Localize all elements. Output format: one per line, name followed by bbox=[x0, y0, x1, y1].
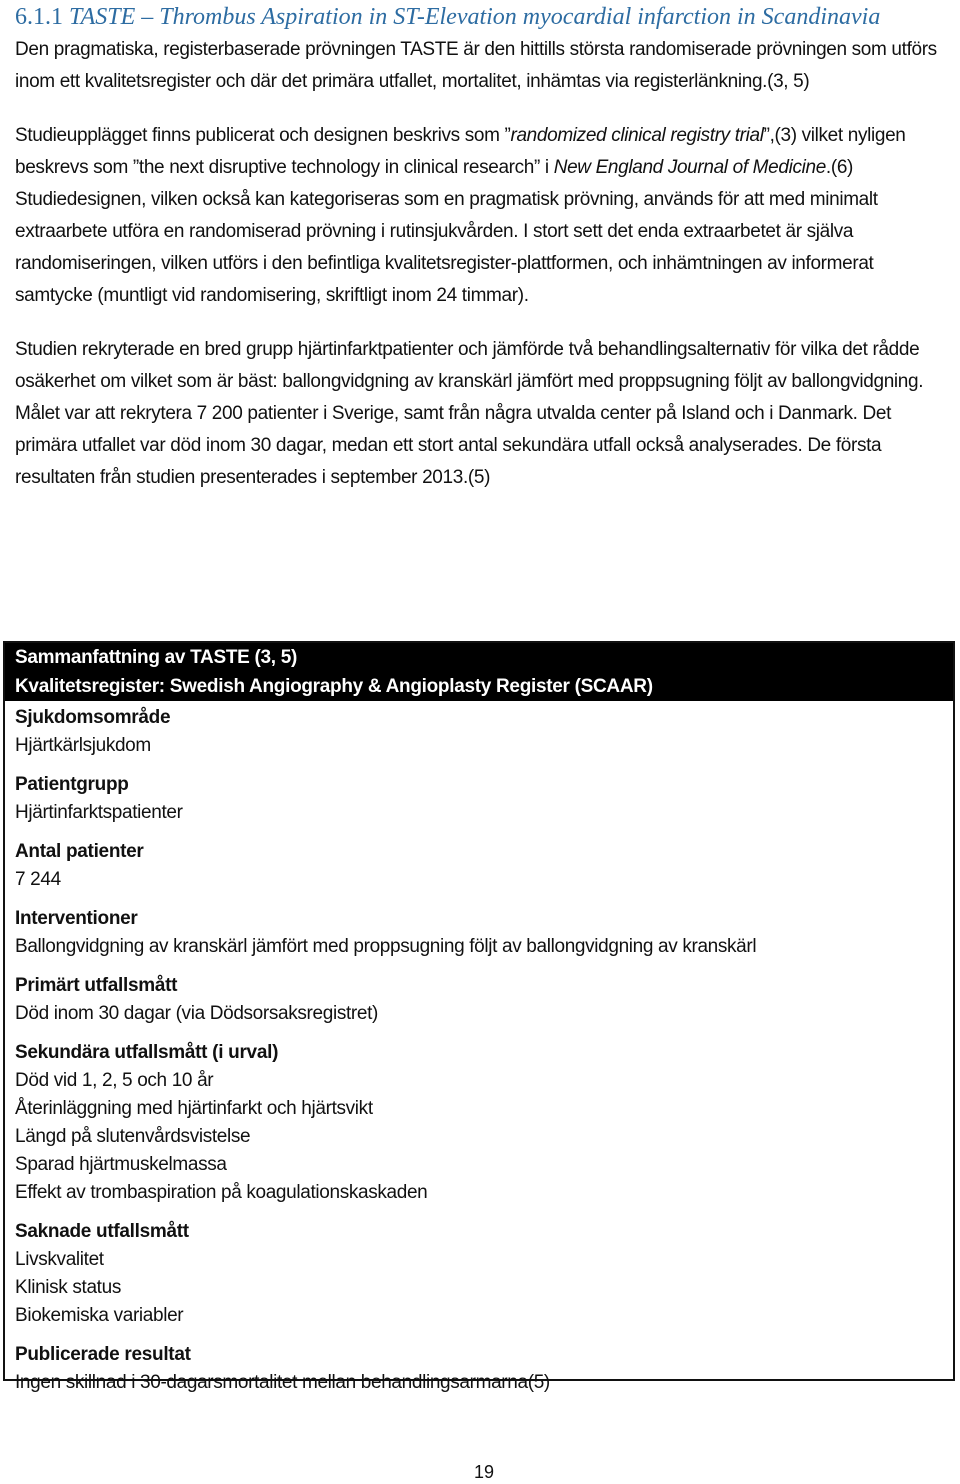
summary-section-title: Sekundära utfallsmått (i urval) bbox=[15, 1042, 279, 1063]
summary-section-line: Ballongvidgning av kranskärl jämfört med proppsugning följt av ballongvidgning av kranskärl bbox=[15, 936, 757, 957]
section-heading bbox=[15, 0, 950, 35]
summary-section-title: Publicerade resultat bbox=[15, 1344, 191, 1365]
summary-box bbox=[3, 641, 955, 1393]
summary-section-title: Interventioner bbox=[15, 908, 138, 929]
paragraph-intro: Den pragmatiska, registerbaserade prövningen TASTE är den hittills största randomiserade prövningen som utförs inom ett kvalitetsregister och där det primära utfallet, mortalitet, inhämtas via registerlänkning.(3, 5) bbox=[15, 39, 937, 92]
summary-section-line: Död vid 1, 2, 5 och 10 år bbox=[15, 1070, 214, 1091]
summary-section-line: Biokemiska variabler bbox=[15, 1305, 184, 1326]
summary-title: Sammanfattning av TASTE (3, 5) bbox=[5, 643, 953, 672]
design-text-a: Studieupplägget finns publicerat och designen beskrivs som ” bbox=[15, 125, 511, 146]
summary-section bbox=[15, 837, 943, 894]
design-term: randomized clinical registry trial bbox=[510, 125, 764, 146]
summary-section-line: Sparad hjärtmuskelmassa bbox=[15, 1154, 227, 1175]
section-number: 6.1.1 bbox=[15, 4, 63, 30]
summary-body bbox=[5, 701, 953, 1397]
summary-section-line: Klinisk status bbox=[15, 1277, 121, 1298]
design-text-e: .(6) Studiedesignen, vilken också kan kategoriseras som en pragmatisk prövning, används för att med minimalt extraarbete utföra en randomiserad prövning i rutinsjukvården. I stort sett det enda extraarbetet är själva randomiseringen, vilken utförs i den befintliga kvalitetsregister-plattformen, och inhämtningen av informerat samtycke (muntligt vid randomisering, skriftligt inom 24 timmar). bbox=[15, 157, 878, 306]
summary-section-title: Patientgrupp bbox=[15, 774, 129, 795]
summary-section-title: Saknade utfallsmått bbox=[15, 1221, 189, 1242]
summary-register: Kvalitetsregister: Swedish Angiography & Angioplasty Register (SCAAR) bbox=[5, 672, 953, 701]
summary-section bbox=[15, 1217, 943, 1330]
journal-name: New England Journal of Medicine bbox=[553, 157, 826, 178]
summary-section-line: Återinläggning med hjärtinfarkt och hjärtsvikt bbox=[15, 1098, 373, 1119]
summary-section-title: Antal patienter bbox=[15, 841, 144, 862]
page-number: 19 bbox=[473, 1462, 495, 1482]
summary-section-line: Hjärtkärlsjukdom bbox=[15, 735, 151, 756]
design-text-c: ”,(3) vilket nyligen beskrevs som ”the next disruptive technology in clinical research” i bbox=[15, 125, 906, 178]
summary-section bbox=[15, 971, 943, 1028]
summary-section bbox=[15, 703, 943, 760]
summary-section-line: Hjärtinfarktspatienter bbox=[15, 802, 183, 823]
paragraph-recruitment: Studien rekryterade en bred grupp hjärtinfarktpatienter och jämförde två behandlingsalternativ för vilka det rådde osäkerhet om vilket som är bäst: ballongvidgning av kranskärl jämfört med proppsugning följt av ballongvidgning. Målet var att rekrytera 7 200 patienter i Sverige, samt från några utvalda center på Island och i Danmark. Det primära utfallet var död inom 30 dagar, medan ett stort antal sekundära utfall också analyserades. De första resultaten från studien presenterades i september 2013.(5) bbox=[15, 339, 924, 488]
section-title: TASTE – Thrombus Aspiration in ST-Elevation myocardial infarction in Scandinavia bbox=[69, 4, 881, 30]
summary-section-line: Längd på slutenvårdsvistelse bbox=[15, 1126, 251, 1147]
document-page bbox=[15, 0, 950, 494]
summary-section bbox=[15, 1038, 943, 1207]
summary-section bbox=[15, 1340, 943, 1397]
summary-section-line: Ingen skillnad i 30-dagarsmortalitet mellan behandlingsarmarna(5) bbox=[15, 1372, 550, 1393]
summary-section-title: Sjukdomsområde bbox=[15, 707, 171, 728]
summary-section-line: Livskvalitet bbox=[15, 1249, 104, 1270]
paragraph-design bbox=[15, 120, 950, 312]
summary-section-line: Effekt av trombaspiration på koagulationskaskaden bbox=[15, 1182, 428, 1203]
summary-section bbox=[15, 770, 943, 827]
summary-section bbox=[15, 904, 943, 961]
summary-section-line: Död inom 30 dagar (via Dödsorsaksregistret) bbox=[15, 1003, 379, 1024]
summary-section-title: Primärt utfallsmått bbox=[15, 975, 178, 996]
summary-section-line: 7 244 bbox=[15, 869, 61, 890]
